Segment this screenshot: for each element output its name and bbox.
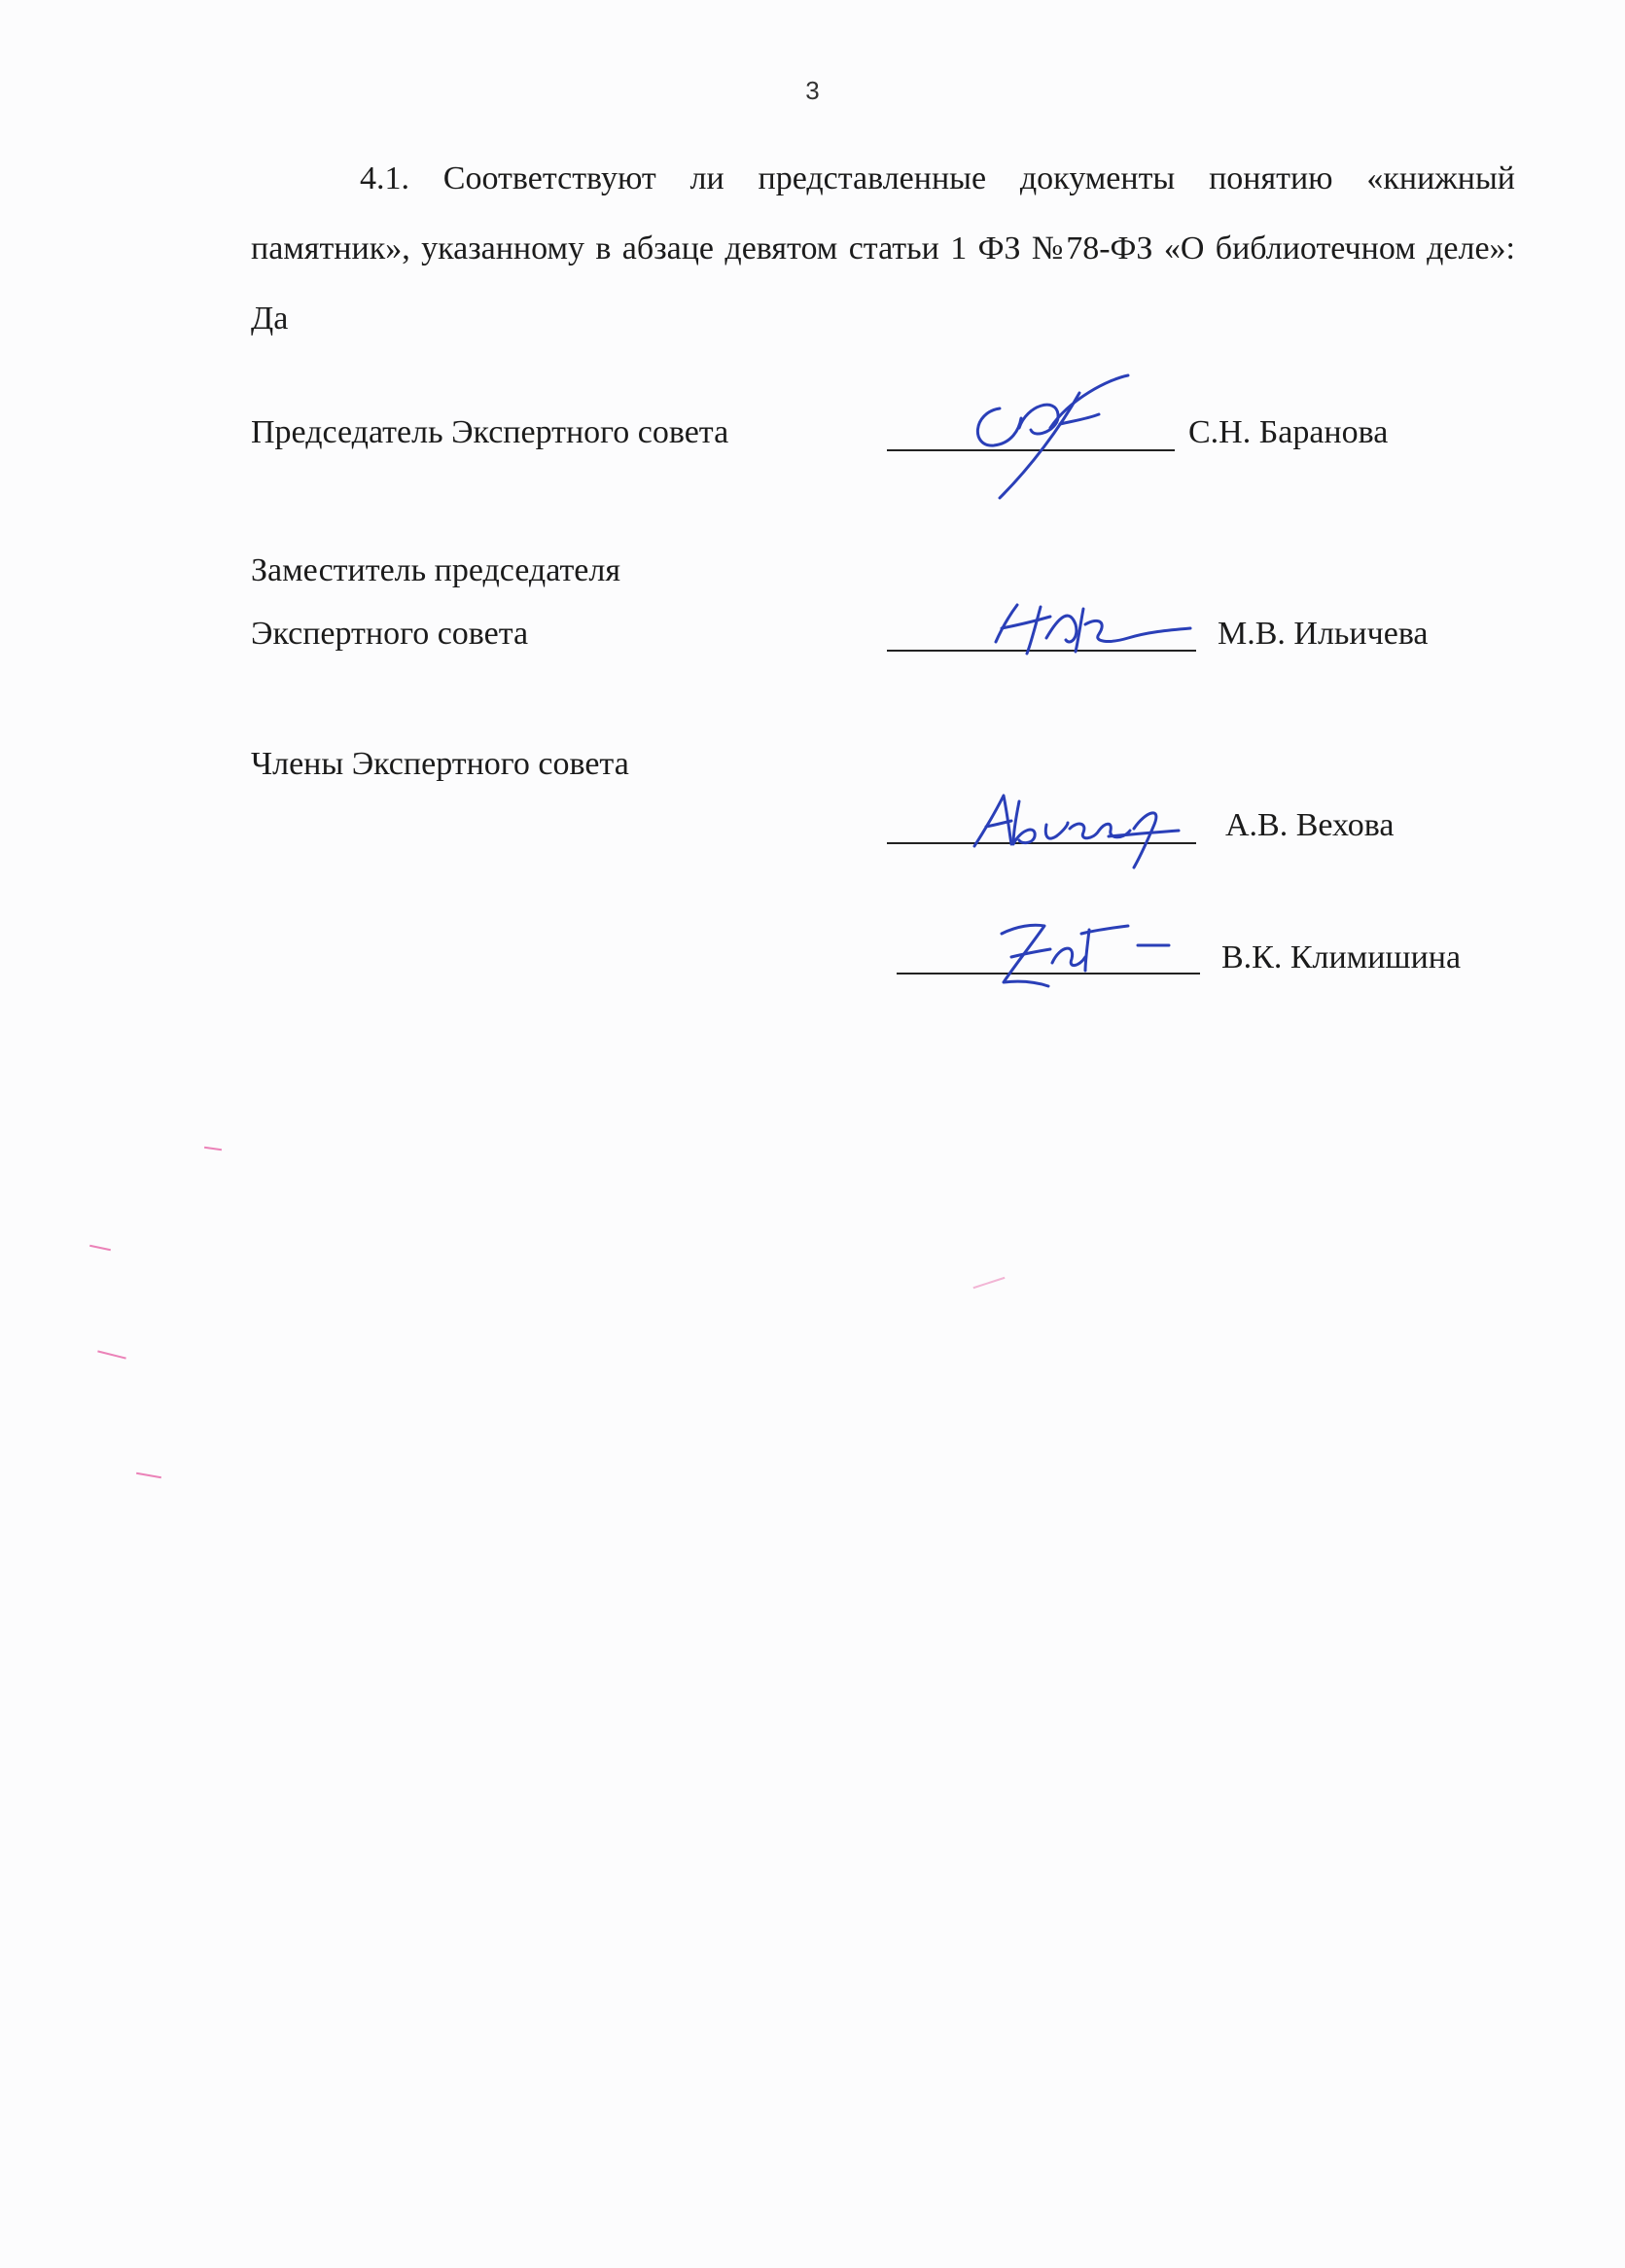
member2-name: В.К. Климишина (1221, 939, 1462, 975)
chair-role: Председатель Экспертного совета (251, 414, 729, 450)
deputy-signature (982, 595, 1196, 663)
member1-signature (963, 786, 1186, 873)
deputy-role-line2: Экспертного совета (251, 616, 529, 652)
deputy-role-line1: Заместитель председателя (251, 552, 620, 588)
scan-mark (97, 1350, 126, 1359)
page-number: 3 (805, 76, 820, 105)
member2-signature (982, 906, 1177, 1004)
scan-mark (89, 1245, 111, 1252)
deputy-name: М.В. Ильичева (1218, 616, 1429, 652)
chair-name: С.Н. Баранова (1188, 414, 1389, 450)
scan-mark (973, 1277, 1006, 1289)
scan-mark (204, 1147, 222, 1151)
members-role: Члены Экспертного совета (251, 746, 629, 782)
scan-mark (136, 1472, 161, 1478)
member1-name: А.В. Вехова (1225, 807, 1395, 843)
chair-signature (963, 370, 1138, 506)
question-paragraph: 4.1. Соответствуют ли представленные документы понятию «книжный памятник», указанному в абзаце девятом статьи 1 ФЗ №78-ФЗ «О библиотечном деле»: Да (251, 160, 1515, 337)
